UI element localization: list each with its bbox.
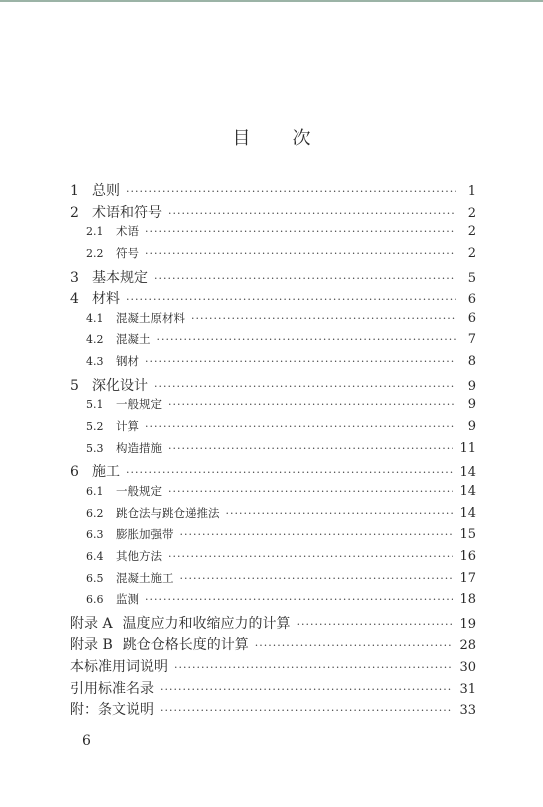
dot-leader xyxy=(174,661,453,674)
toc-entry[interactable] xyxy=(70,396,476,418)
toc-entry-title: 材料 xyxy=(92,291,120,308)
toc-entry-title: 符号 xyxy=(116,245,139,260)
toc-entry-label xyxy=(70,375,148,395)
toc-entry-label xyxy=(70,678,154,698)
toc-entry-title: 温度应力和收缩应力的计算 xyxy=(122,615,291,632)
toc-entry-page: 17 xyxy=(459,570,476,586)
toc-entry-label xyxy=(86,548,162,564)
toc-entry[interactable] xyxy=(70,634,476,656)
toc-entry-page: 7 xyxy=(467,332,476,348)
toc-entry-page: 1 xyxy=(467,184,476,199)
dot-leader xyxy=(145,225,456,238)
toc-entry[interactable] xyxy=(70,678,476,700)
toc-entry-page: 28 xyxy=(459,638,476,654)
toc-entry-title: 钢材 xyxy=(116,354,139,369)
toc-entry-page: 30 xyxy=(459,660,476,676)
toc-entry-title: 施工 xyxy=(92,464,120,481)
toc-entry-number: 2.1 xyxy=(86,225,104,239)
toc-entry-number: 2.2 xyxy=(86,246,104,260)
toc-entry-number: 5.3 xyxy=(86,441,104,455)
toc-entry-label xyxy=(86,440,162,456)
toc-entry-label xyxy=(86,418,139,434)
toc-entry-title: 附：条文说明 xyxy=(70,702,154,719)
toc-entry-page: 33 xyxy=(459,703,476,719)
top-rule xyxy=(0,0,543,2)
dot-leader xyxy=(168,398,456,411)
toc-entry-title: 跳仓仓格长度的计算 xyxy=(122,637,249,654)
toc-entry-number: 6.5 xyxy=(86,571,104,585)
toc-entry[interactable] xyxy=(70,202,476,224)
toc-entry-label xyxy=(70,288,120,308)
toc-entry-page: 11 xyxy=(459,440,476,456)
toc-entry[interactable] xyxy=(70,223,476,245)
dot-leader xyxy=(145,247,456,260)
dot-leader xyxy=(157,333,457,346)
toc-entry-title: 深化设计 xyxy=(92,377,148,394)
toc-entry-number: 附录 A xyxy=(70,615,113,632)
toc-entry-label xyxy=(86,353,139,369)
toc-entry-title: 混凝土施工 xyxy=(116,570,174,585)
dot-leader xyxy=(255,639,454,652)
toc-entry-number: 4.1 xyxy=(86,311,104,325)
dot-leader xyxy=(126,466,453,479)
toc-entry-label xyxy=(70,461,120,481)
page-title xyxy=(0,124,543,150)
toc-entry-number: 6 xyxy=(70,464,79,481)
toc-entry-label xyxy=(86,591,139,607)
toc-entry-number: 5.2 xyxy=(86,420,104,434)
toc-entry[interactable] xyxy=(70,461,476,483)
toc-entry-title: 其他方法 xyxy=(116,548,162,563)
toc-entry-number: 6.4 xyxy=(86,549,104,563)
toc-entry-label xyxy=(86,570,174,586)
toc-entry-title: 跳仓法与跳仓递推法 xyxy=(116,505,220,520)
toc-entry[interactable] xyxy=(70,570,476,592)
toc-entry[interactable] xyxy=(70,699,476,721)
toc-entry-title: 术语 xyxy=(116,224,139,239)
toc-entry[interactable] xyxy=(70,656,476,678)
toc-entry-page: 2 xyxy=(467,245,476,261)
dot-leader xyxy=(191,312,456,325)
toc-entry-label xyxy=(86,331,151,347)
toc-entry[interactable] xyxy=(70,288,476,310)
toc-entry[interactable] xyxy=(70,310,476,332)
toc-entry-title: 基本规定 xyxy=(92,269,148,286)
toc-entry-label xyxy=(70,202,162,222)
toc-entry-number: 2 xyxy=(70,204,79,221)
dot-leader xyxy=(145,420,456,433)
toc-entry-title: 混凝土 xyxy=(116,332,151,347)
toc-entry-page: 14 xyxy=(459,505,476,521)
toc-entry-label xyxy=(86,223,139,239)
toc-entry-number: 6.3 xyxy=(86,528,104,542)
dot-leader xyxy=(168,550,453,563)
toc-entry-number: 4.2 xyxy=(86,333,104,347)
toc-entry-title: 引用标准名录 xyxy=(70,680,154,697)
toc-entry-label xyxy=(86,526,174,542)
dot-leader xyxy=(168,207,456,220)
toc-entry-number: 附录 B xyxy=(70,637,113,654)
footer-page-number: 6 xyxy=(82,733,91,749)
toc-entry-number: 6.1 xyxy=(86,484,104,498)
toc-entry[interactable] xyxy=(70,591,476,613)
dot-leader xyxy=(126,293,456,306)
toc-entry-title: 总则 xyxy=(92,183,120,199)
toc-entry-title: 本标准用词说明 xyxy=(70,659,168,676)
toc-entry[interactable] xyxy=(70,483,476,505)
toc-entry-title: 监测 xyxy=(116,592,139,607)
toc-entry-title: 一般规定 xyxy=(116,397,162,412)
dot-leader xyxy=(160,704,453,717)
toc-entry-label xyxy=(70,180,120,200)
toc-entry-page: 6 xyxy=(467,292,476,308)
toc-entry-title: 构造措施 xyxy=(116,440,162,455)
toc-entry-number: 5.1 xyxy=(86,398,104,412)
toc-entry-page: 5 xyxy=(467,270,476,286)
toc-entry[interactable] xyxy=(70,180,476,202)
toc-entry-title: 混凝土原材料 xyxy=(116,310,185,325)
toc-entry-number: 3 xyxy=(70,269,79,286)
dot-leader xyxy=(180,572,454,585)
toc-entry-label xyxy=(86,245,139,261)
toc-entry-label xyxy=(86,483,162,499)
toc-entry-page: 31 xyxy=(459,681,476,697)
toc-entry-label xyxy=(86,505,220,521)
toc-entry-label xyxy=(86,310,185,326)
toc-entry-page: 8 xyxy=(467,354,476,370)
toc-entry-number: 4.3 xyxy=(86,355,104,369)
dot-leader xyxy=(160,683,453,696)
toc-entry-label xyxy=(70,699,154,719)
toc-entry-page: 2 xyxy=(467,224,476,240)
toc-entry-page: 6 xyxy=(467,310,476,326)
toc-entry[interactable] xyxy=(70,418,476,440)
dot-leader xyxy=(154,380,456,393)
toc-entry-number: 1 xyxy=(70,183,79,199)
toc-entry[interactable] xyxy=(70,331,476,353)
toc-entry-label xyxy=(70,634,249,654)
toc-entry-number: 5 xyxy=(70,377,79,394)
table-of-contents xyxy=(70,180,476,721)
dot-leader xyxy=(154,272,456,285)
toc-entry-page: 9 xyxy=(467,397,476,413)
toc-entry[interactable] xyxy=(70,440,476,462)
toc-entry-number: 6.6 xyxy=(86,593,104,607)
toc-entry-label xyxy=(86,396,162,412)
toc-entry-page: 2 xyxy=(467,205,476,221)
dot-leader xyxy=(168,442,453,455)
toc-entry[interactable] xyxy=(70,505,476,527)
toc-entry[interactable] xyxy=(70,526,476,548)
toc-entry-page: 18 xyxy=(459,592,476,608)
dot-leader xyxy=(180,528,454,541)
toc-entry[interactable] xyxy=(70,245,476,267)
toc-entry-title: 一般规定 xyxy=(116,483,162,498)
toc-entry[interactable] xyxy=(70,353,476,375)
toc-entry[interactable] xyxy=(70,267,476,289)
toc-entry-page: 14 xyxy=(459,465,476,481)
toc-entry-page: 9 xyxy=(467,378,476,394)
toc-entry-page: 19 xyxy=(459,616,476,632)
toc-entry-page: 14 xyxy=(459,483,476,499)
toc-entry-title: 膨胀加强带 xyxy=(116,527,174,542)
dot-leader xyxy=(145,593,453,606)
toc-entry[interactable] xyxy=(70,375,476,397)
toc-entry-title: 术语和符号 xyxy=(92,204,162,221)
toc-entry-label xyxy=(70,613,291,633)
dot-leader xyxy=(145,355,456,368)
toc-entry-label xyxy=(70,656,168,676)
toc-entry-title: 计算 xyxy=(116,419,139,434)
toc-entry-label xyxy=(70,267,148,287)
dot-leader xyxy=(297,618,454,631)
dot-leader xyxy=(226,507,454,520)
title-char-left: 目 xyxy=(232,128,251,149)
toc-entry-number: 4 xyxy=(70,291,79,308)
title-char-right: 次 xyxy=(292,128,311,149)
toc-entry-page: 16 xyxy=(459,548,476,564)
toc-entry-page: 9 xyxy=(467,419,476,435)
toc-entry-page: 15 xyxy=(459,527,476,543)
toc-entry-number: 6.2 xyxy=(86,506,104,520)
toc-entry[interactable] xyxy=(70,613,476,635)
dot-leader xyxy=(126,185,456,198)
toc-entry[interactable] xyxy=(70,548,476,570)
dot-leader xyxy=(168,485,453,498)
